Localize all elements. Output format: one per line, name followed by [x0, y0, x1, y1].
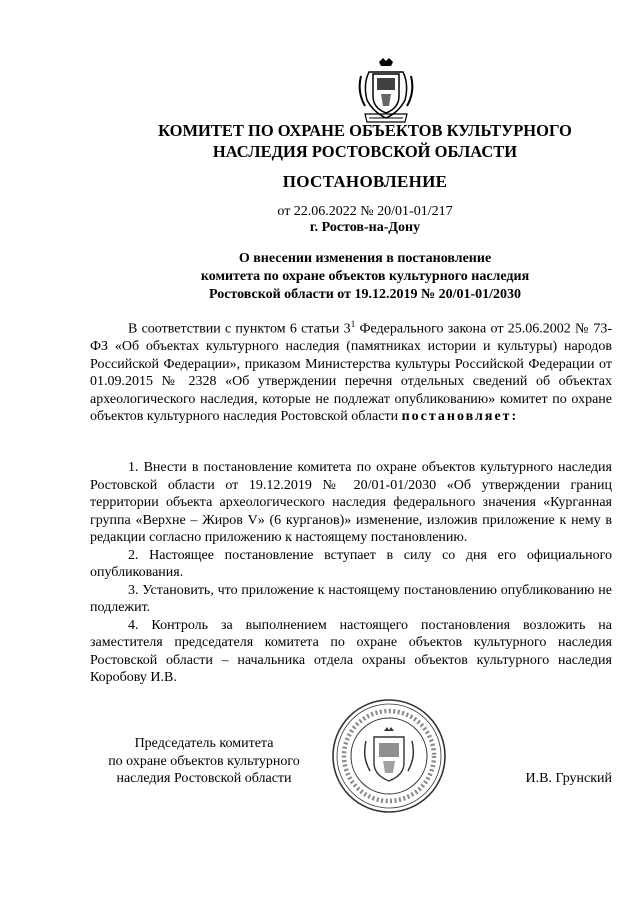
- decree-item-3: 3. Установить, что приложение к настоящему постановлению опубликованию не подлежит.: [90, 582, 612, 615]
- subject-line-3: Ростовской области от 19.12.2019 № 20/01-01/2030: [208, 287, 522, 302]
- decree-items: [90, 459, 612, 687]
- signer-title-line-2: по охране объектов культурного: [108, 753, 300, 769]
- document-subject: [100, 250, 630, 304]
- decree-item-1: 1. Внести в постановление комитета по охране объектов культурного наследия Ростовской области от 19.12.2019 № 20/01-01/2030 «Об утверждении границ территории объекта археологического наследия федерального значения «Курганная группа «Верхне – Жиров V» (6 курганов)» изменение, изложив приложение к нему в редакции согласно приложению к настоящему постановлению.: [90, 460, 612, 545]
- organization-name: [100, 120, 630, 162]
- subject-line-1: О внесении изменения в постановление: [238, 251, 492, 266]
- document-type: ПОСТАНОВЛЕНИЕ: [282, 172, 448, 191]
- signer-position: [84, 735, 324, 788]
- decree-item-4: 4. Контроль за выполнением настоящего постановления возложить на заместителя председателя комитета по охране объектов культурного наследия Ростовской области – начальника отдела охраны объектов культурного наследия Коробову И.В.: [90, 617, 612, 685]
- preamble-part-2: Федерального закона от 25.06.2002 № 73-ФЗ «Об объектах культурного наследия (памятниках истории и культуры) народов Российской Федерации», приказом Министерства культуры Российской Федерации от 01.09.2015 № 2328 «Об утверждении перечня отдельных сведений об объектах археологического наследия, которые не подлежат опубликованию» комитет по охране объектов культурного наследия Ростовской области: [90, 321, 613, 425]
- signer-name: И.В. Грунский: [525, 771, 612, 786]
- preamble-paragraph: [90, 316, 612, 426]
- org-line-2: НАСЛЕДИЯ РОСТОВСКОЙ ОБЛАСТИ: [212, 142, 518, 161]
- preamble: [90, 316, 612, 426]
- official-seal-icon: [330, 697, 448, 815]
- decree-word: постановляет:: [401, 409, 519, 425]
- decree-item-2: 2. Настоящее постановление вступает в силу со дня его официального опубликования.: [90, 547, 612, 580]
- coat-of-arms-icon: [355, 56, 417, 126]
- subject-line-2: комитета по охране объектов культурного наследия: [200, 269, 530, 284]
- preamble-part-1: В соответствии с пунктом 6 статьи 3: [128, 321, 351, 337]
- org-line-1: КОМИТЕТ ПО ОХРАНЕ ОБЪЕКТОВ КУЛЬТУРНОГО: [158, 121, 572, 140]
- article-superscript: 1: [350, 319, 356, 329]
- signer-title-line-1: Председатель комитета: [134, 736, 274, 751]
- city: г. Ростов-на-Дону: [309, 220, 421, 235]
- signer-title-line-3: наследия Ростовской области: [116, 771, 292, 786]
- date-and-number: от 22.06.2022 № 20/01-01/217: [277, 204, 453, 219]
